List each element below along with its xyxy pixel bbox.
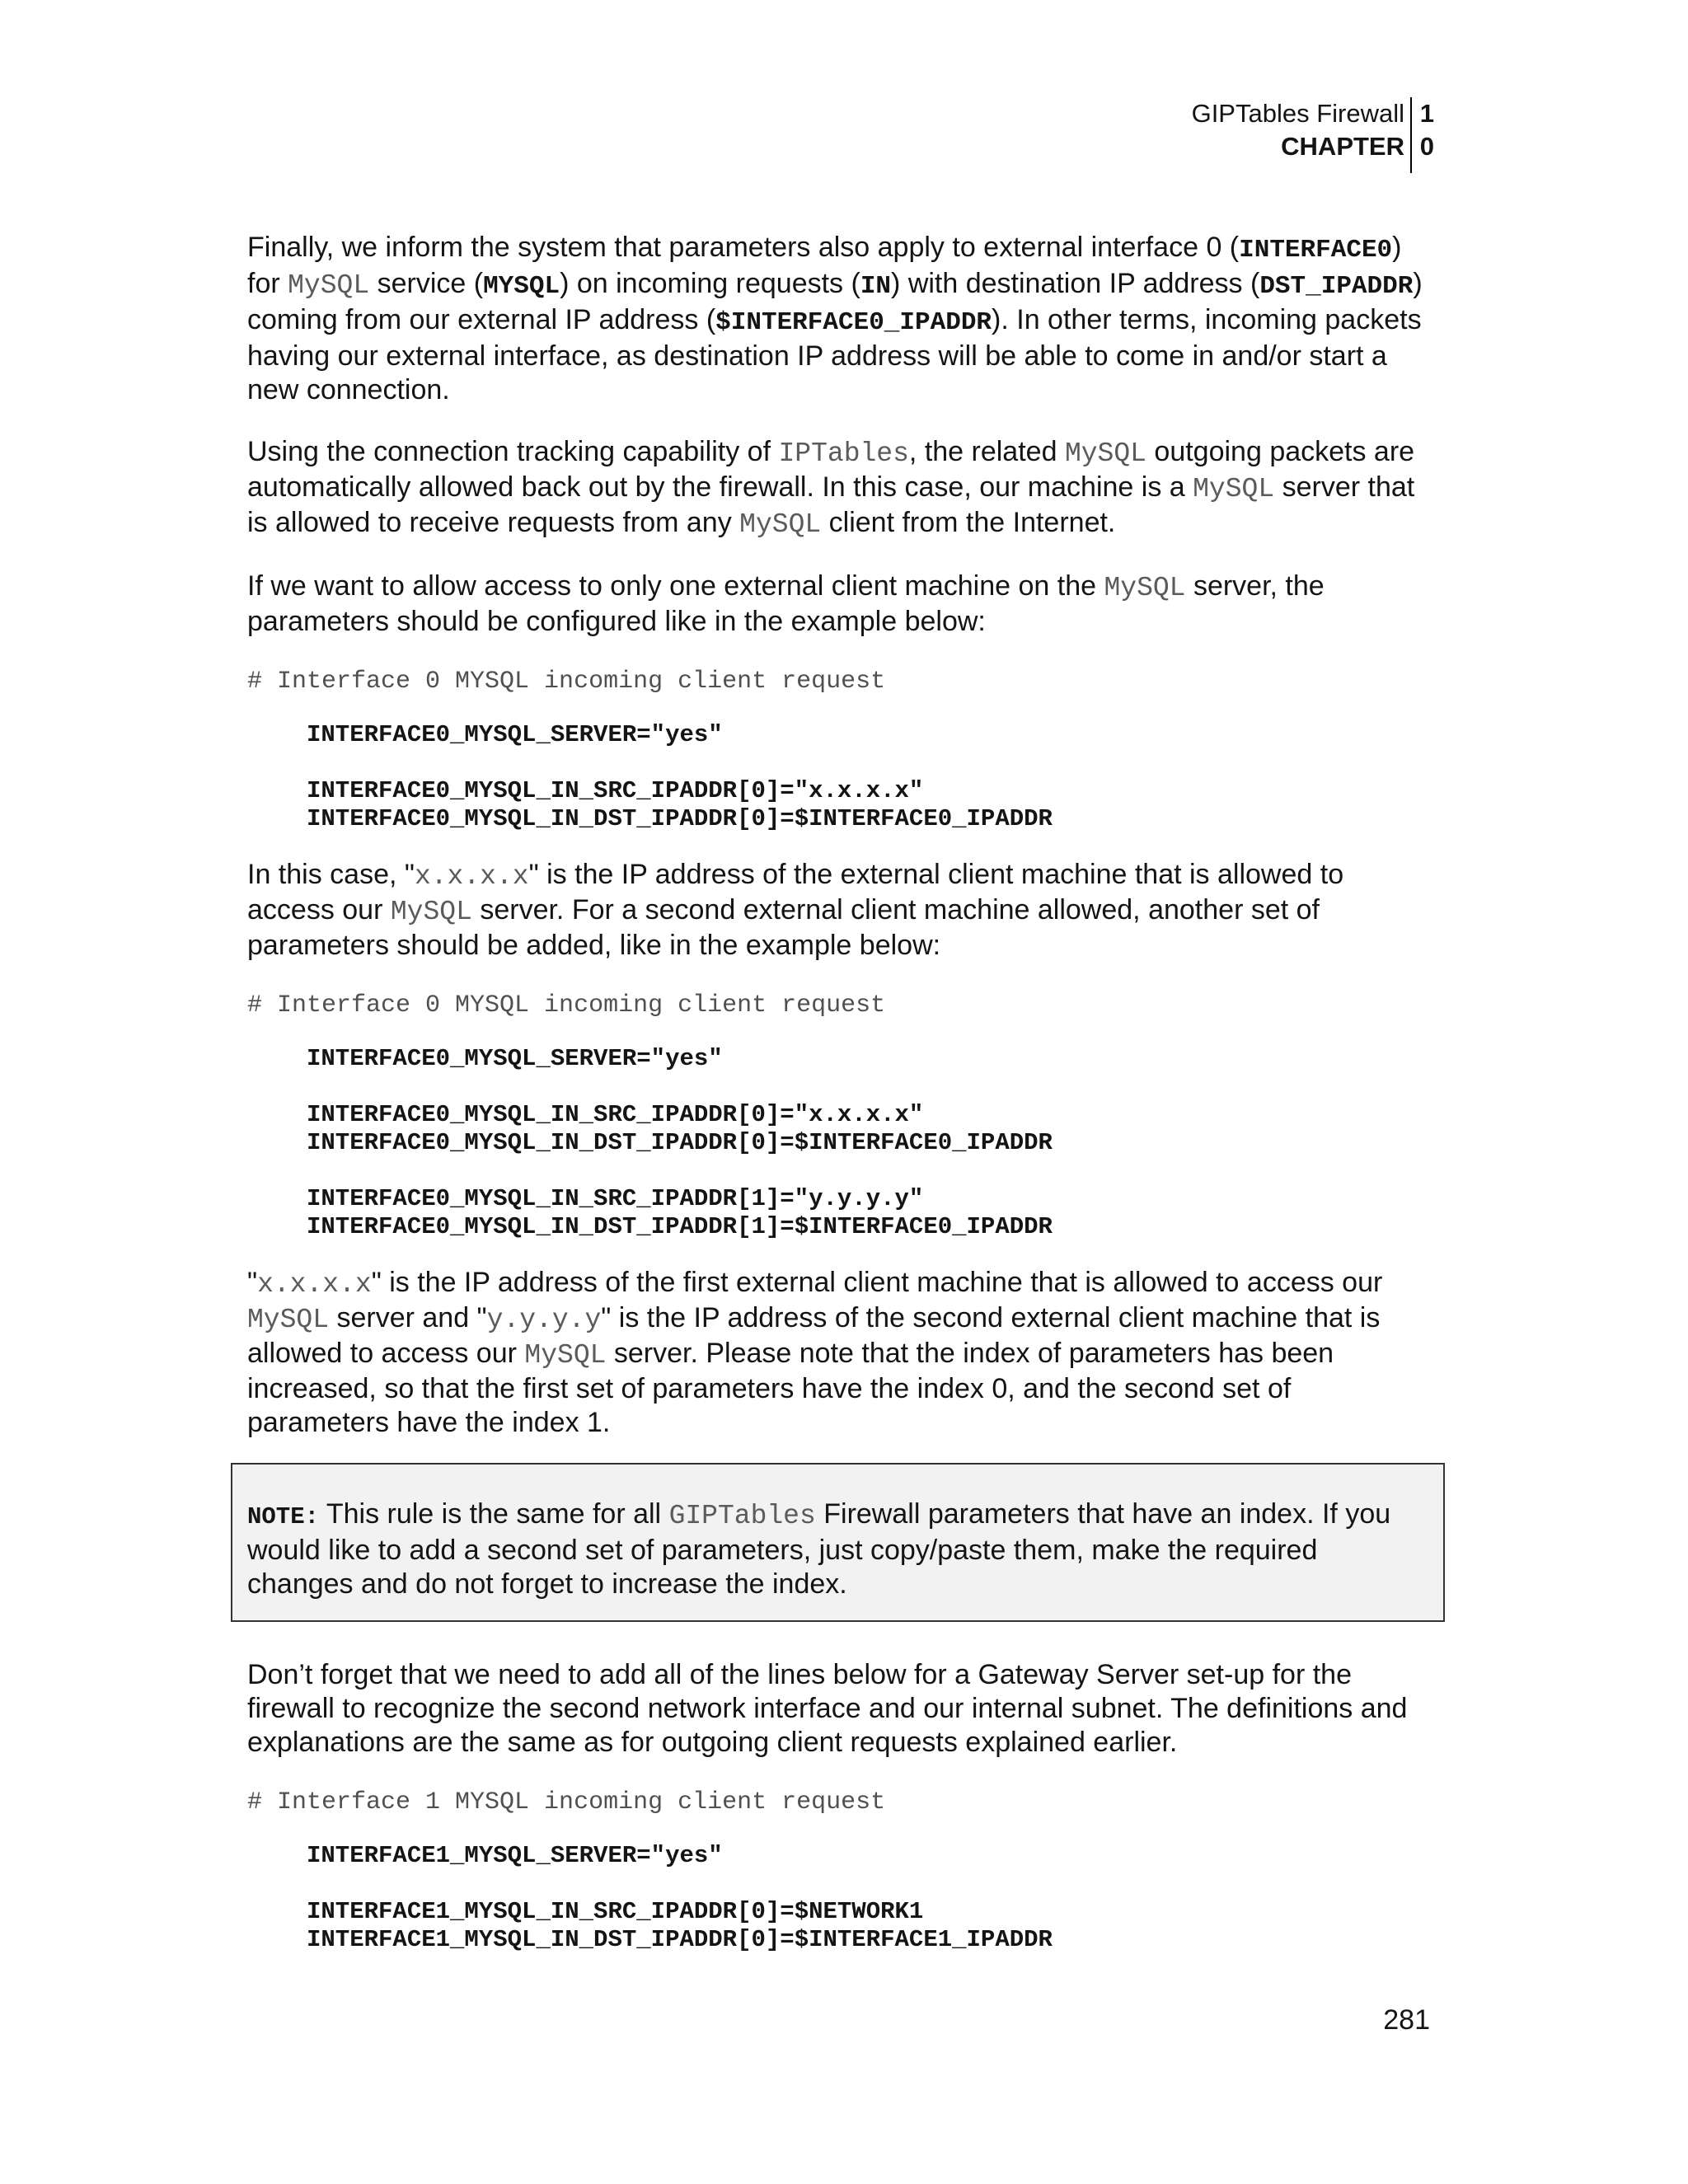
inline-code-bold: INTERFACE0 [1239,236,1393,265]
header-chapter-number [1420,97,1434,163]
code-line: INTERFACE1_MYSQL_IN_DST_IPADDR[0]=$INTERFACE1_IPADDR [307,1926,1053,1953]
code-line: INTERFACE0_MYSQL_IN_SRC_IPADDR[0]="x.x.x.x" [307,777,924,804]
inline-code: x.x.x.x [257,1269,372,1300]
text-run: In this case, " [247,859,415,890]
code-comment: # Interface 1 MYSQL incoming client request [247,1788,886,1816]
page-header [857,97,1434,176]
running-header [1192,97,1404,163]
text-run: server, the parameters should be configured like in the example below: [247,570,1333,637]
note-label: NOTE: [247,1503,320,1530]
header-title: GIPTables Firewall [1191,99,1404,128]
inline-code: MySQL [247,1305,330,1335]
code-line: INTERFACE1_MYSQL_IN_SRC_IPADDR[0]=$NETWORK1 [307,1898,924,1925]
inline-code: GIPTables [668,1501,816,1531]
code-line: INTERFACE0_MYSQL_SERVER="yes" [307,1045,723,1072]
text-run: " is the IP address of the first external client machine that is allowed to access our [371,1267,1390,1298]
inline-code: MySQL [739,509,822,540]
text-run: " [247,1267,258,1298]
text-run: server. Please note that the index of parameters has been increased, so that the first set of parameters have the index 0, and the second set of parameters have the index 1. [247,1338,1342,1438]
text-run: " is the IP address of the external client machine that is allowed to access our [247,859,1352,926]
inline-code-bold: $INTERFACE0_IPADDR [715,308,992,337]
inline-code-bold: MYSQL [483,272,560,301]
paragraph-second-client [247,858,1434,963]
code-line: INTERFACE1_MYSQL_SERVER="yes" [307,1842,723,1869]
code-line: INTERFACE0_MYSQL_IN_SRC_IPADDR[0]="x.x.x.x" [307,1101,924,1128]
text-run: outgoing packets are automatically allowed back out by the firewall. In this case, our machine is a [247,436,1423,503]
code-block-two-clients [307,1045,1434,1241]
note-box [231,1463,1445,1622]
paragraph-gateway-setup [247,1658,1434,1760]
text-run: " is the IP address of the second external client machine that is allowed to access our [247,1302,1388,1369]
code-comment: # Interface 0 MYSQL incoming client request [247,668,886,696]
header-chapter-label: CHAPTER [1281,132,1404,161]
code-line: INTERFACE0_MYSQL_SERVER="yes" [307,721,723,748]
inline-code: MySQL [1104,573,1186,603]
code-line: INTERFACE0_MYSQL_IN_DST_IPADDR[0]=$INTERFACE0_IPADDR [307,805,1053,832]
inline-code: x.x.x.x [414,861,529,892]
inline-code-bold: DST_IPADDR [1259,272,1414,301]
header-divider [1410,97,1412,173]
chapter-digit-2: 0 [1419,132,1434,161]
text-run: ) with destination IP address ( [891,268,1260,299]
text-run: Using the connection tracking capability of [247,436,779,467]
inline-code: MySQL [288,270,370,301]
paragraph-single-client [247,569,1434,639]
text-run: service ( [369,268,484,299]
text-run: , the related [908,436,1065,467]
text-run: ) coming from our external IP address ( [247,268,1431,335]
text-run: Finally, we inform the system that parameters also apply to external interface 0 ( [247,232,1240,263]
inline-code: MySQL [1193,474,1275,504]
inline-code-bold: IN [860,272,892,301]
paragraph-index-explanation [247,1266,1434,1440]
text-run: client from the Internet. [821,507,1116,538]
text-run: Don’t forget that we need to add all of the lines below for a Gateway Server set-up for the firewall to recognize the second network interface and our internal subnet. The definitions and explanations are the same as for outgoing client requests explained earlier. [247,1659,1415,1758]
text-run: server that is allowed to receive requests from any [247,471,1423,538]
page-number: 281 [1383,2004,1430,2036]
code-line: INTERFACE0_MYSQL_IN_DST_IPADDR[1]=$INTERFACE0_IPADDR [307,1213,1053,1240]
text-run: Firewall parameters that have an index. If you would like to add a second set of parameters, just copy/paste them, make the required changes and do not forget to increase the index. [247,1498,1391,1600]
code-block-interface1 [307,1842,1434,1954]
inline-code: MySQL [1064,438,1146,469]
inline-code: y.y.y.y [486,1305,602,1335]
text-run: ) for [247,232,1409,299]
gateway-section [247,1658,1434,1979]
note-text [247,1497,1426,1601]
paragraph-connection-tracking [247,435,1434,541]
paragraph-interface0-intro [247,231,1434,407]
chapter-digit-1: 1 [1419,99,1434,128]
inline-code: IPTables [778,438,909,469]
code-line: INTERFACE0_MYSQL_IN_SRC_IPADDR[1]="y.y.y.y" [307,1185,924,1212]
text-run: server. For a second external client machine allowed, another set of parameters should be added, like in the example below: [247,894,1328,961]
inline-code: MySQL [390,897,472,927]
main-content [247,231,1434,1468]
text-run: This rule is the same for all [319,1498,669,1530]
code-block-single-client [307,721,1434,833]
inline-code: MySQL [524,1340,607,1371]
text-run: server and " [329,1302,487,1333]
text-run: If we want to allow access to only one external client machine on the [247,570,1104,602]
text-run: ) on incoming requests ( [560,268,860,299]
code-line: INTERFACE0_MYSQL_IN_DST_IPADDR[0]=$INTERFACE0_IPADDR [307,1129,1053,1156]
text-run: ). In other terms, incoming packets having our external interface, as destination IP address will be able to come in and/or start a new connection. [247,304,1430,405]
code-comment: # Interface 0 MYSQL incoming client request [247,991,886,1019]
